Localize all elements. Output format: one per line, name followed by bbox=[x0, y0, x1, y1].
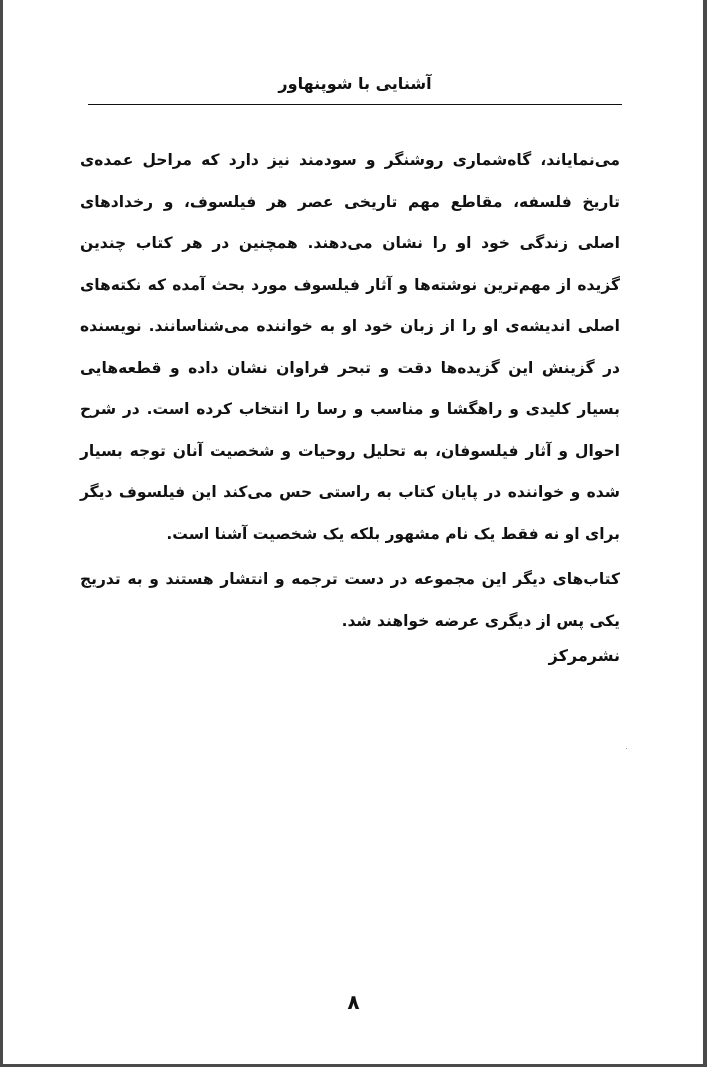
page-edge-right bbox=[703, 0, 707, 1067]
page-number: ۸ bbox=[347, 990, 360, 1014]
scan-speck bbox=[626, 748, 627, 749]
publisher-signature: نشرمرکز bbox=[548, 646, 620, 665]
header-rule bbox=[88, 104, 622, 105]
page-edge-left bbox=[0, 0, 3, 1067]
running-title: آشنایی با شوپنهاور bbox=[278, 74, 432, 93]
body-paragraph-1: می‌نمایاند، گاه‌شماری روشنگر و سودمند نیز دارد که مراحل عمده‌ی تاریخ فلسفه، مقاطع مهم تاریخی عصر هر فیلسوف، و رخدادهای اصلی زندگی خود او را نشان می‌دهند. همچنین در هر کتاب چندین گزیده از مهم‌ترین نوشته‌ها و آثار فیلسوف مورد بحث آمده که نکته‌های اصلی اندیشه‌ی او را از زبان خود او به خواننده می‌شناسانند. نویسنده در گزینش این گزیده‌ها دقت و تبحر فراوان نشان داده و قطعه‌هایی بسیار کلیدی و راهگشا و مناسب و رسا را انتخاب کرده است. در شرح احوال و آثار فیلسوفان، به تحلیل روحیات و شخصیت آنان توجه بسیار شده و خواننده در پایان کتاب به راستی حس می‌کند این فیلسوف دیگر برای او نه فقط یک نام مشهور بلکه یک شخصیت آشنا است. bbox=[80, 151, 620, 543]
body-paragraph-2: کتاب‌های دیگر این مجموعه در دست ترجمه و انتشار هستند و به تدریج یکی پس از دیگری عرضه خواهند شد. bbox=[80, 570, 620, 630]
